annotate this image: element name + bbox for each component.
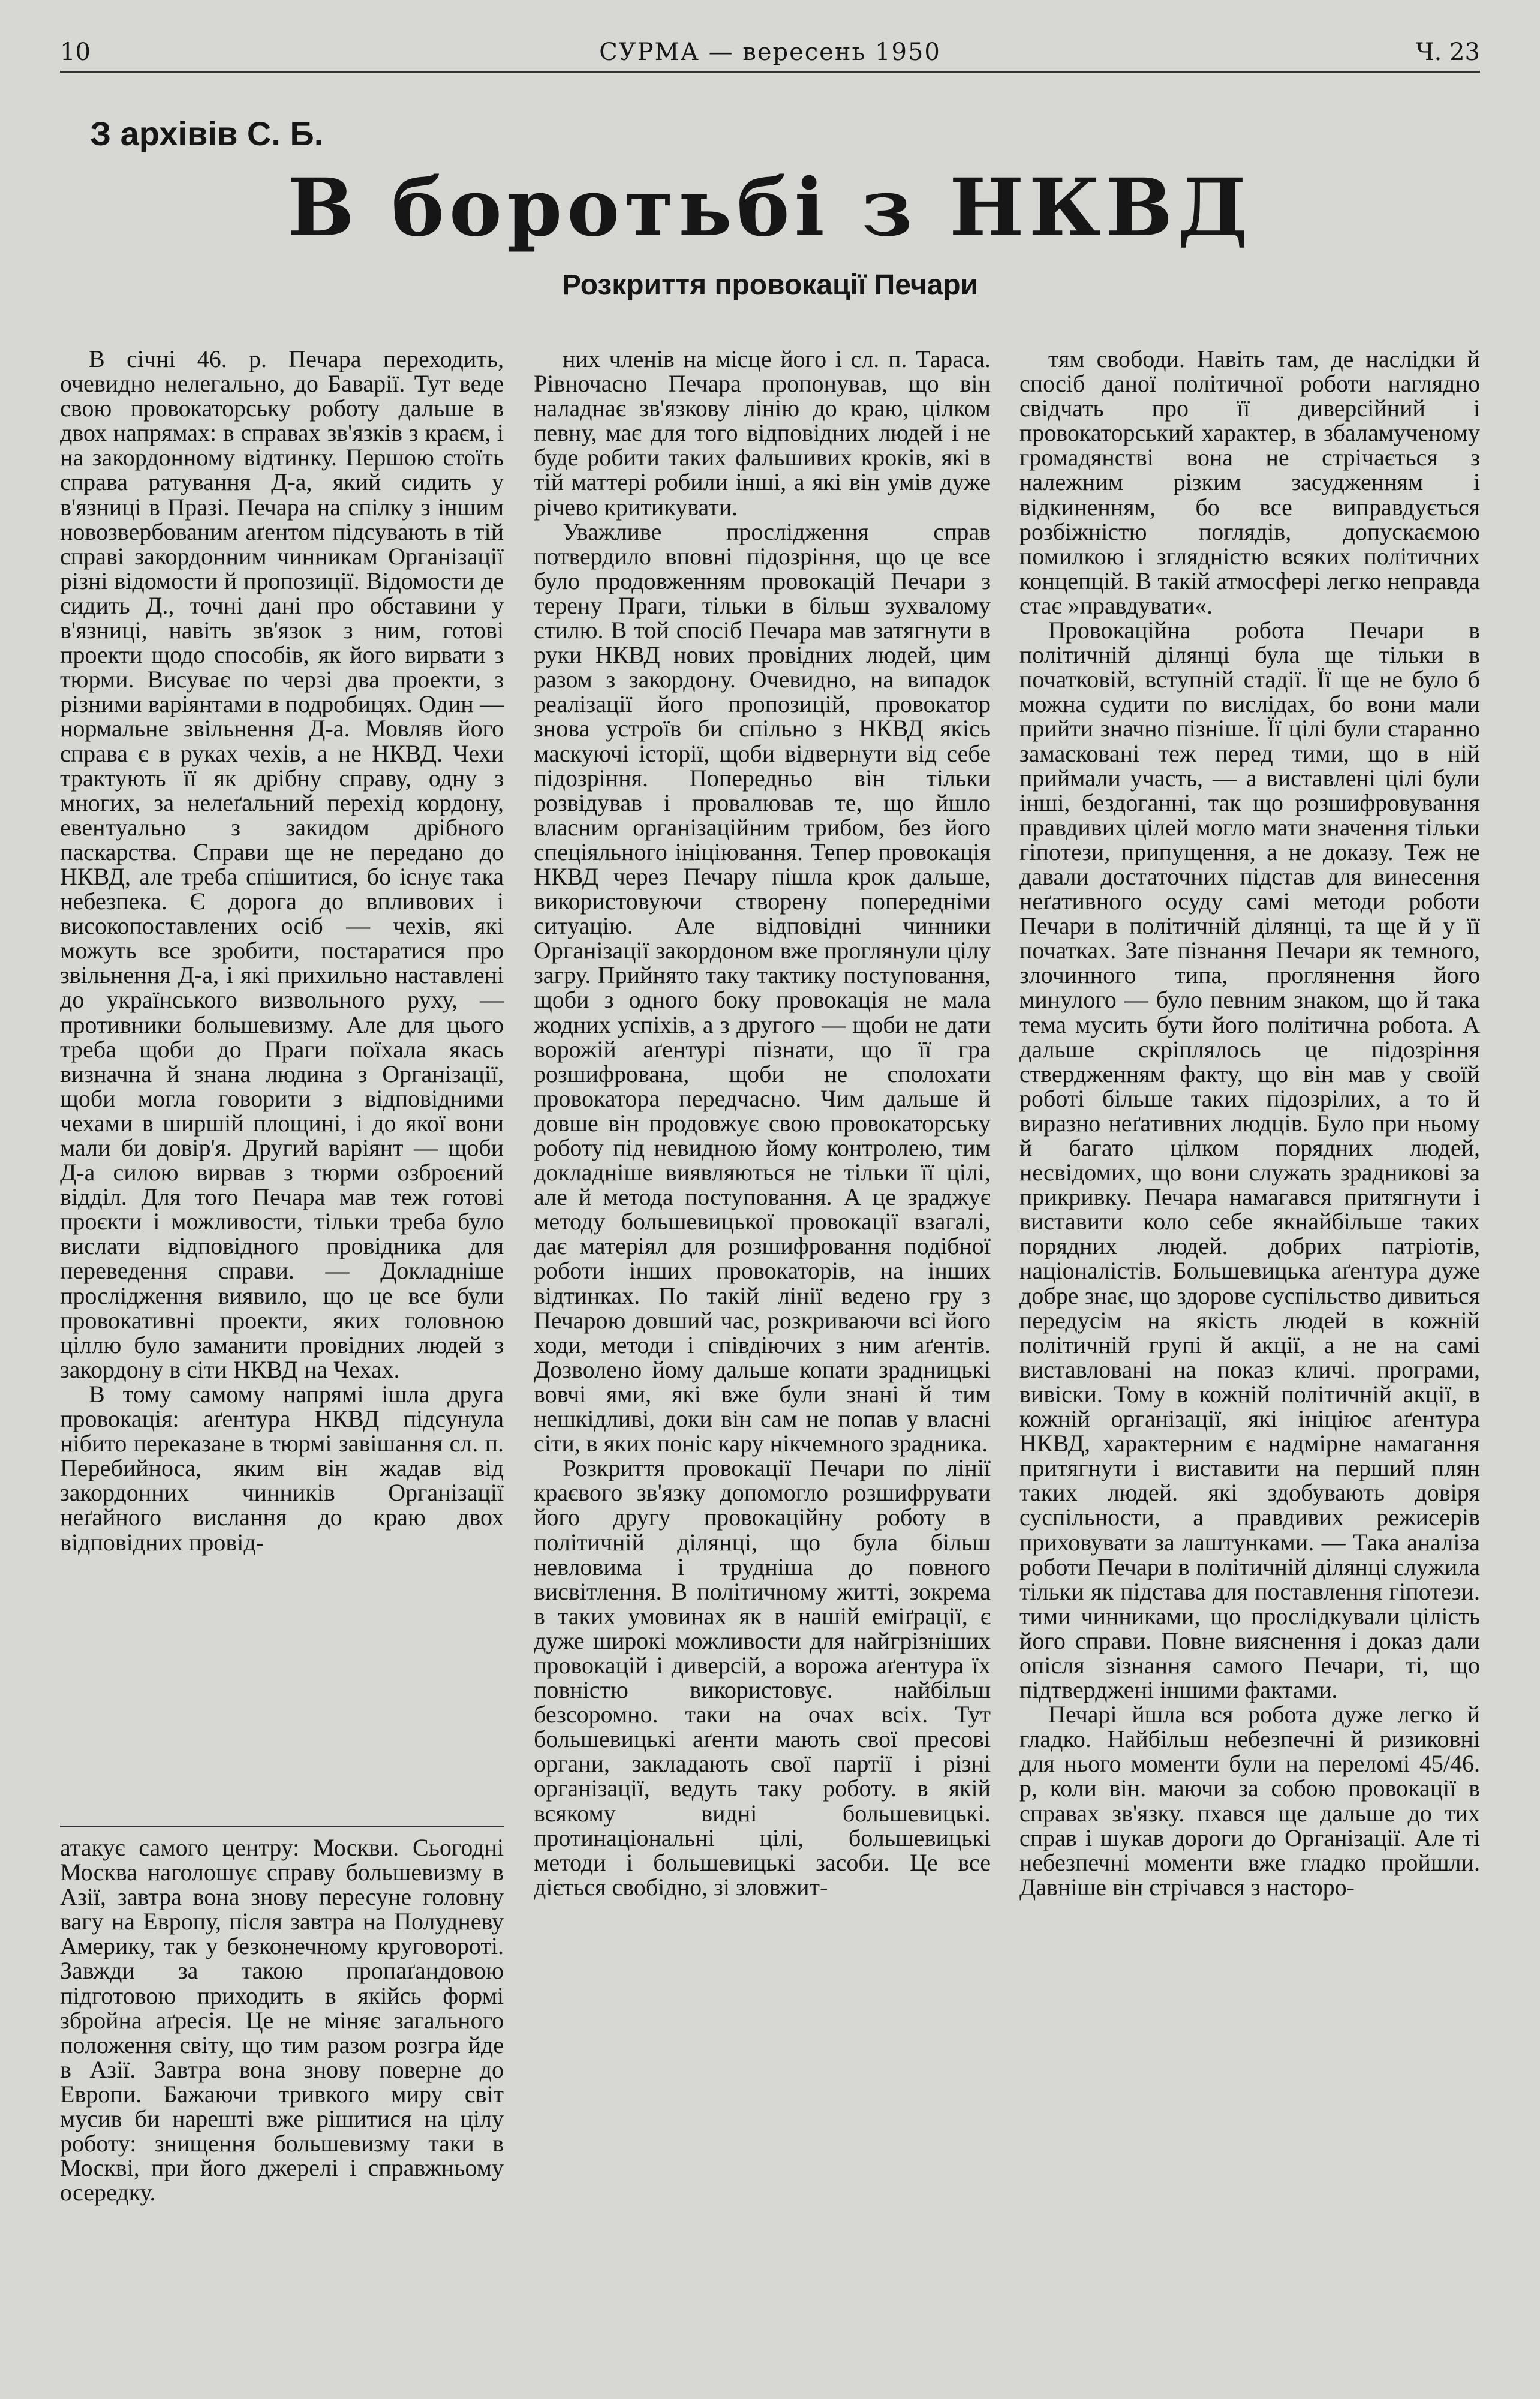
article-subtitle: Розкриття провокації Печари	[561, 269, 979, 301]
paragraph: них членів на місце його і сл. п. Тараса. Рівночасно Печара пропонував, що він наладнає зв'язкову лінію до краю, цілком певну, має для того відповідних людей і не буде робити таких фальшивих кроків, які в тій маттері робили інші, а які він умів дуже річево критикувати.	[534, 345, 991, 521]
article-source: З архівів С. Б.	[90, 115, 324, 152]
paragraph: В тому самому напрямі ішла друга провокація: аґентура НКВД підсунула нібито переказане в тюрмі завішання сл. п. Перебийноса, яким він жадав від закордонних чинників Організації неґайного вислання до краю двох відповідних провід-	[60, 1380, 504, 1556]
paragraph: В січні 46. р. Печара переходить, очевидно нелегально, до Баварії. Тут веде свою провокаторську роботу дальше в двох напрямах: в справах зв'язків з краєм, і на закордонному відтинку. Першою стоїть справа ратування Д-а, який сидить у в'язниці в Празі. Печара на спілку з іншим новозвербованим аґентом підсувають в тій справі закордонним чинникам Організації різні відомости й пропозиції. Відомости де сидить Д., точні дані про обставини у в'язниці, навіть зв'язок з ним, готові проекти щодо способів, як його вирвати з тюрми. Висуває по черзі два проекти, з різними варіянтами в подробицях. Один — нормальне звільнення Д-а. Мовляв його справа є в руках чехів, а не НКВД. Чехи трактують її як дрібну справу, одну з многих, за нелеґальний перехід кордону, евентуально з закидом дрібного паскарства. Справи ще не передано до НКВД, але треба спішитися, бо існує така небезпека. Є дорога до впливових і високопоставлених осіб — чехів, які можуть все зробити, постаратися про звільнення Д-а, і які прихильно наставлені до українського визвольного руху, — противники большевизму. Але для цього треба щоби до Праги поїхала якась визначна й знана людина з Організації, щоби могла говорити з відповідними чехами в ширшій площині, і до якої вони мали би довір'я. Другий варіянт — щоби Д-а силою вирвав з тюрми озброєний відділ. Для того Печара мав теж готові проєкти і можливости, тільки треба було вислати відповідного провідника для переведення справи. — Докладніше прослідження виявило, що це все були провокативні проекти, яких головною ціллю було заманити провідних людей з закордону в сіти НКВД на Чехах.	[60, 345, 504, 1383]
column-1	[60, 347, 504, 1555]
column-1-continuation	[60, 1835, 504, 2205]
publication-line: СУРМА — вересень 1950	[599, 38, 941, 66]
page-number: 10	[60, 38, 91, 66]
page-header	[60, 34, 1480, 73]
column-3	[1019, 347, 1480, 1899]
paragraph: Уважливе прослідження справ потвердило вповні підозріння, що це все було продовженням провокацій Печари з терену Праги, тільки в більш зухвалому стилю. В той спосіб Печара мав затягнути в руки НКВД нових провідних людей, цим разом з закордону. Очевидно, на випадок реалізації його пропозицій, провокатор знова устроїв би спільно з НКВД якісь маскуючі історії, щоби відвернути від себе підозріння. Попередньо він тільки розвідував і провалював те, що йшло власним організаційним трибом, без його спеціяльного ініціювання. Тепер провокація НКВД через Печару пішла крок дальше, використовуючи створену попередніми ситуацію. Але відповідні чинники Організації закордоном вже проглянули цілу загру. Прийнято таку тактику поступовання, щоби з одного боку провокація не мала жодних успіхів, а з другого — щоби не дати ворожій аґентурі пізнати, що її гра розшифрована, щоби не сполохати провокатора передчасно. Чим дальше й довше він продовжує свою провокаторську роботу під невидною йому контролею, тим докладніше виявляються не тільки її цілі, але й метода поступовання. А це зраджує методу большевицької провокації взагалі, дає матеріял для розшифровання подібної роботи інших провокаторів, на інших відтинках. По такій лінії ведено гру з Печарою довший час, розкриваючи всі його ходи, методи і співдіючих з ним аґентів. Дозволено йому дальше копати зрадницькі вовчі ями, які вже були знані й тим нешкідливі, доки він сам не попав у власні сіти, в яких поніс кару нікчемного зрадника.	[534, 518, 991, 1457]
issue-number: Ч. 23	[1415, 38, 1480, 66]
paragraph: Печарі йшла вся робота дуже легко й гладко. Найбільш небезпечні й ризиковні для нього моменти були на переломі 45/46. р, коли він. маючи за собою провокації в справах зв'язку. пхався ще дальше до тих справ і шукав дороги до Організації. Але ті небезпечні моменти вже гладко пройшли. Давніше він стрічався з насторо-	[1019, 1701, 1480, 1901]
paragraph: тям свободи. Навіть там, де наслідки й спосіб даної політичної роботи наглядно свідчать про її диверсійний і провокаторський характер, в збаламученому громадянстві вона не стрічається з належним різким засудженням і відкиненням, бо все виправдується розбіжністю поглядів, допускаємою помилкою і зглядністю всяких політичних концепцій. В такій атмосфері легко неправда стає »правдувати«.	[1019, 345, 1480, 619]
column-2	[534, 347, 991, 1899]
article-title: В боротьбі з НКВД	[287, 161, 1253, 254]
column-divider	[60, 1826, 504, 1827]
paragraph: Розкриття провокації Печари по лінії краєвого зв'язку допомогло розшифрувати його другу провокаційну роботу в політичній ділянці, що була більш невловима і трудніша до повного висвітлення. В політичному житті, зокрема в таких умовинах як в нашій еміґрації, є дуже широкі можливости для найгрізніших провокацій і диверсій, а ворожа аґентура їх повністю використовує. найбільш безсоромно. таки на очах всіх. Тут большевицькі аґенти мають свої пресові органи, закладають свої партії і різні організації, ведуть таку роботу. в якій всякому видні большевицькі. протинаціональні цілі, большевицькі методи і большевицькі засоби. Це все діється свобідно, зі зловжит-	[534, 1454, 991, 1901]
paragraph: Провокаційна робота Печари в політичній ділянці була ще тільки в початковій, вступній стадії. Її ще не було б можна судити по вислідах, бо вони мали прийти значно пізніше. Її цілі були старанно замасковані теж перед тими, що в ній приймали участь, — а виставлені цілі були інші, бездоганні, так що розшифровування правдивих цілей могло мати значення тільки гіпотези, припущення, а не доказу. Теж не давали достаточних підстав для винесення неґативного осуду самі методи роботи Печари в політичній ділянці, та ще й у її початках. Зате пізнання Печари як темного, злочинного типа, проглянення його минулого — було певним знаком, що й така тема мусить бути його політична робота. А дальше скріплялось це підозріння ствердженням факту, що він мав у своїй роботі більше таких підозрілих, а то й виразно неґативних людців. Було при ньому й багато цілком порядних людей, несвідомих, що вони служать зрадникові за прикривку. Печара намагався притягнути і виставити коло себе якнайбільше таких порядних людей. добрих патріотів, націоналістів. Большевицька аґентура дуже добре знає, що здорове суспільство дивиться передусім на якість людей в кожній політичній групі й акції, а не на самі виставловані на показ кличі. програми, вивіски. Тому в кожній політичній акції, в кожній організації, які ініціює аґентура НКВД, характерним є надмірне намагання притягнути і виставити на перший плян таких людей. які здобувають довіря суспільности, а правдивих режисерів приховувати за лаштунками. — Така аналіза роботи Печари в політичній ділянці служила тільки як підстава для поставлення гіпотези. тими чинниками, що прослідкували цілість його справи. Повне вияснення і доказ дали опісля зізнання самого Печари, ті, що підтверджені іншими фактами.	[1019, 617, 1480, 1704]
paragraph: атакує самого центру: Москви. Сьогодні Москва наголошує справу большевизму в Азії, завтра вона знову пересуне головну вагу на Европу, після завтра на Полудневу Америку, так у безконечному круговороті. Завжди за такою пропаґандовою підготовою приходить в якійсь формі збройна аґресія. Це не міняє загального положення світу, що тим разом розгра йде в Азії. Завтра вона знову поверне до Европи. Бажаючи тривкого миру світ мусив би нарешті вже рішитися на цілу роботу: знищення большевизму таки в Москві, при його джерелі і справжньому осередку.	[60, 1834, 504, 2206]
